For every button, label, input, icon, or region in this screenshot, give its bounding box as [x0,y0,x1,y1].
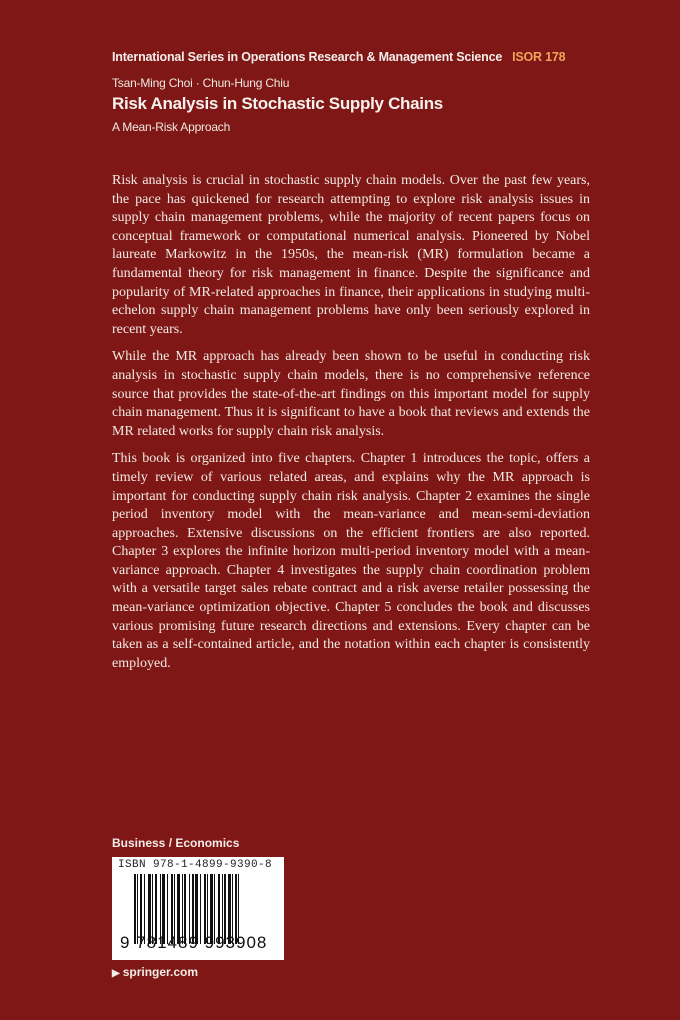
blurb-paragraph: While the MR approach has already been shown to be useful in conducting risk analysis in stochastic supply chain models, there is no comprehensive reference source that provides the state-of-the-art findings on this important model for supply chain management. Thus it is significant to have a book that reviews and extends the MR related works for supply chain risk analysis. [112,349,590,439]
website-label: springer.com [122,965,199,979]
isbn-barcode [112,857,284,960]
triangle-right-icon: ▶ [112,968,120,979]
cover-header [112,50,632,134]
blurb [112,172,590,682]
book-subtitle: A Mean-Risk Approach [112,120,231,134]
barcode-number: 9 781489 993908 [120,933,268,952]
isbn-text: ISBN 978-1-4899-9390-8 [118,859,273,871]
publisher-link[interactable] [112,965,198,979]
blurb-paragraph: This book is organized into five chapters. Chapter 1 introduces the topic, offers a timely review of various related areas, and explains why the MR approach is important for conducting supply chain risk analysis. Chapter 2 examines the single period inventory model with the mean-variance and mean-semi-deviation approaches. Extensive discussions on the efficient frontiers are also reported. Chapter 3 explores the infinite horizon multi-period inventory model with a mean-variance approach. Chapter 4 investigates the supply chain coordination problem with a versatile target sales rebate contract and a risk averse retailer possessing the mean-variance optimization objective. Chapter 5 concludes the book and discusses various promising future research directions and extensions. Every chapter can be taken as a self-contained article, and the notation within each chapter is consistently employed. [112,451,590,671]
book-title: Risk Analysis in Stochastic Supply Chains [112,94,443,113]
authors: Tsan-Ming Choi · Chun-Hung Chiu [112,76,290,90]
series-line [112,50,632,64]
blurb-paragraph: Risk analysis is crucial in stochastic supply chain models. Over the past few years, the pace has quickened for research attempting to explore risk analysis issues in supply chain management problems, while the majority of recent papers focus on conceptual framework or computational numerical analysis. Pioneered by Nobel laureate Markowitz in the 1950s, the mean-risk (MR) formulation became a fundamental theory for risk management in finance. Despite the significance and popularity of MR-related approaches in finance, their applications in studying multi-echelon supply chain management problems have only been seriously explored in recent years. [112,173,590,337]
series-number: ISOR 178 [512,50,566,64]
series-name: International Series in Operations Research & Management Science [112,50,503,64]
subject-category: Business / Economics [112,836,240,850]
